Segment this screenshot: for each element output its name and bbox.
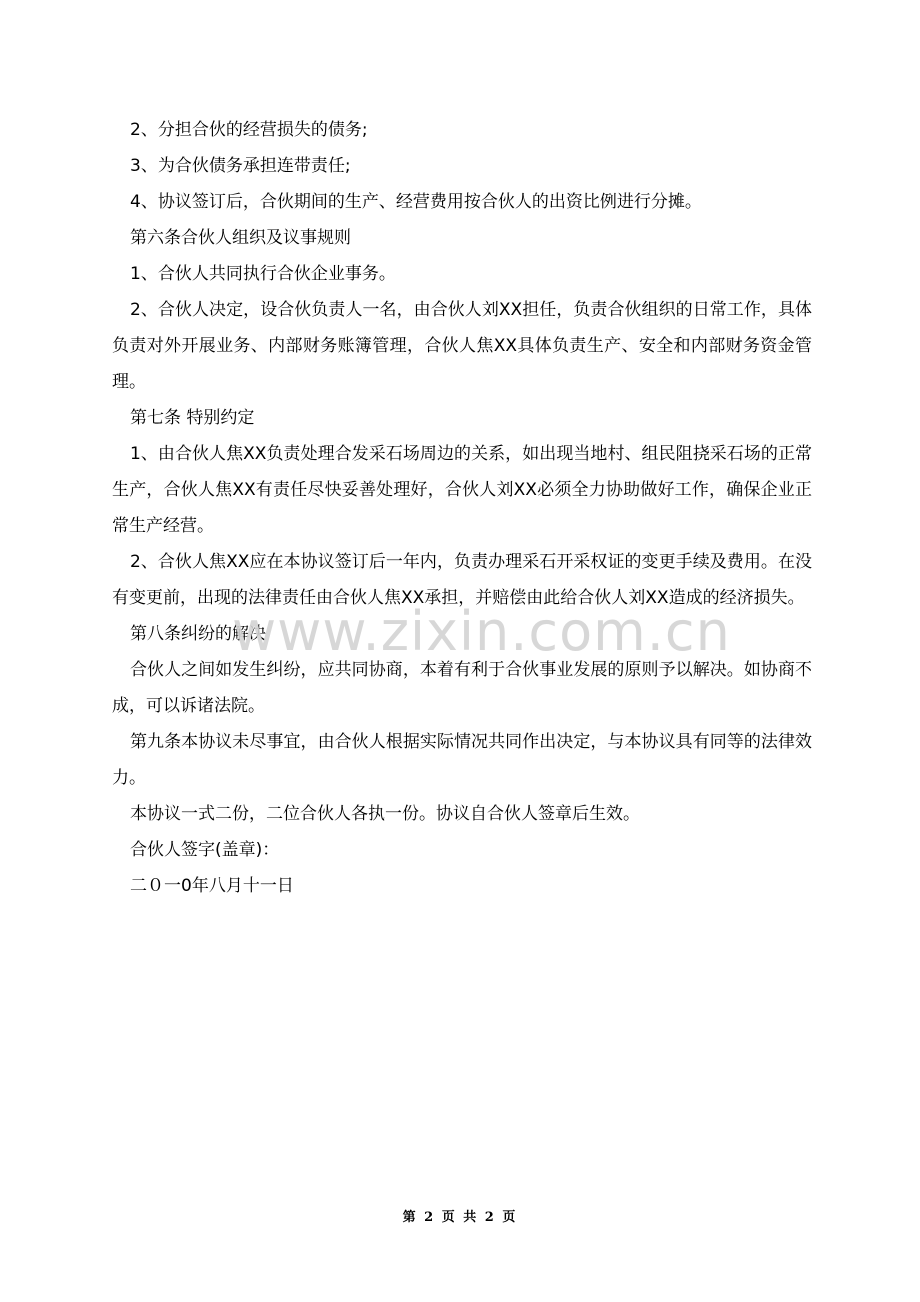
section-heading: 第六条合伙人组织及议事规则	[130, 228, 351, 248]
signature-line: 合伙人签字(盖章)：	[130, 840, 280, 860]
document-body	[112, 112, 812, 904]
paragraph: 第九条本协议未尽事宜，由合伙人根据实际情况共同作出决定，与本协议具有同等的法律效力。	[112, 732, 812, 788]
paragraph: 1、合伙人共同执行合伙企业事务。	[130, 264, 396, 284]
paragraph: 合伙人之间如发生纠纷，应共同协商，本着有利于合伙事业发展的原则予以解决。如协商不成，可以诉诸法院。	[112, 660, 812, 716]
paragraph: 1、由合伙人焦XX负责处理合发采石场周边的关系，如出现当地村、组民阻挠采石场的正常生产，合伙人焦XX有责任尽快妥善处理好，合伙人刘XX必须全力协助做好工作，确保企业正常生产经营。	[112, 444, 812, 536]
paragraph: 本协议一式二份，二位合伙人各执一份。协议自合伙人签章后生效。	[130, 804, 640, 824]
date-line: 二０一0年八月十一日	[130, 876, 294, 896]
page-footer: 第 2 页 共 2 页	[402, 1210, 518, 1225]
paragraph: 2、分担合伙的经营损失的债务;	[130, 120, 368, 140]
section-heading: 第八条纠纷的解决	[130, 624, 266, 644]
paragraph: 2、合伙人焦XX应在本协议签订后一年内，负责办理采石开采权证的变更手续及费用。在没有变更前，出现的法律责任由合伙人焦XX承担，并赔偿由此给合伙人刘XX造成的经济损失。	[112, 552, 812, 608]
paragraph: 3、为合伙债务承担连带责任;	[130, 156, 351, 176]
paragraph: 2、合伙人决定，设合伙负责人一名，由合伙人刘XX担任，负责合伙组织的日常工作，具体负责对外开展业务、内部财务账簿管理，合伙人焦XX具体负责生产、安全和内部财务资金管理。	[112, 300, 812, 392]
paragraph: 4、协议签订后，合伙期间的生产、经营费用按合伙人的出资比例进行分摊。	[130, 192, 702, 212]
section-heading: 第七条 特别约定	[130, 408, 255, 428]
watermark: www.zixin.com.cn	[232, 600, 731, 663]
